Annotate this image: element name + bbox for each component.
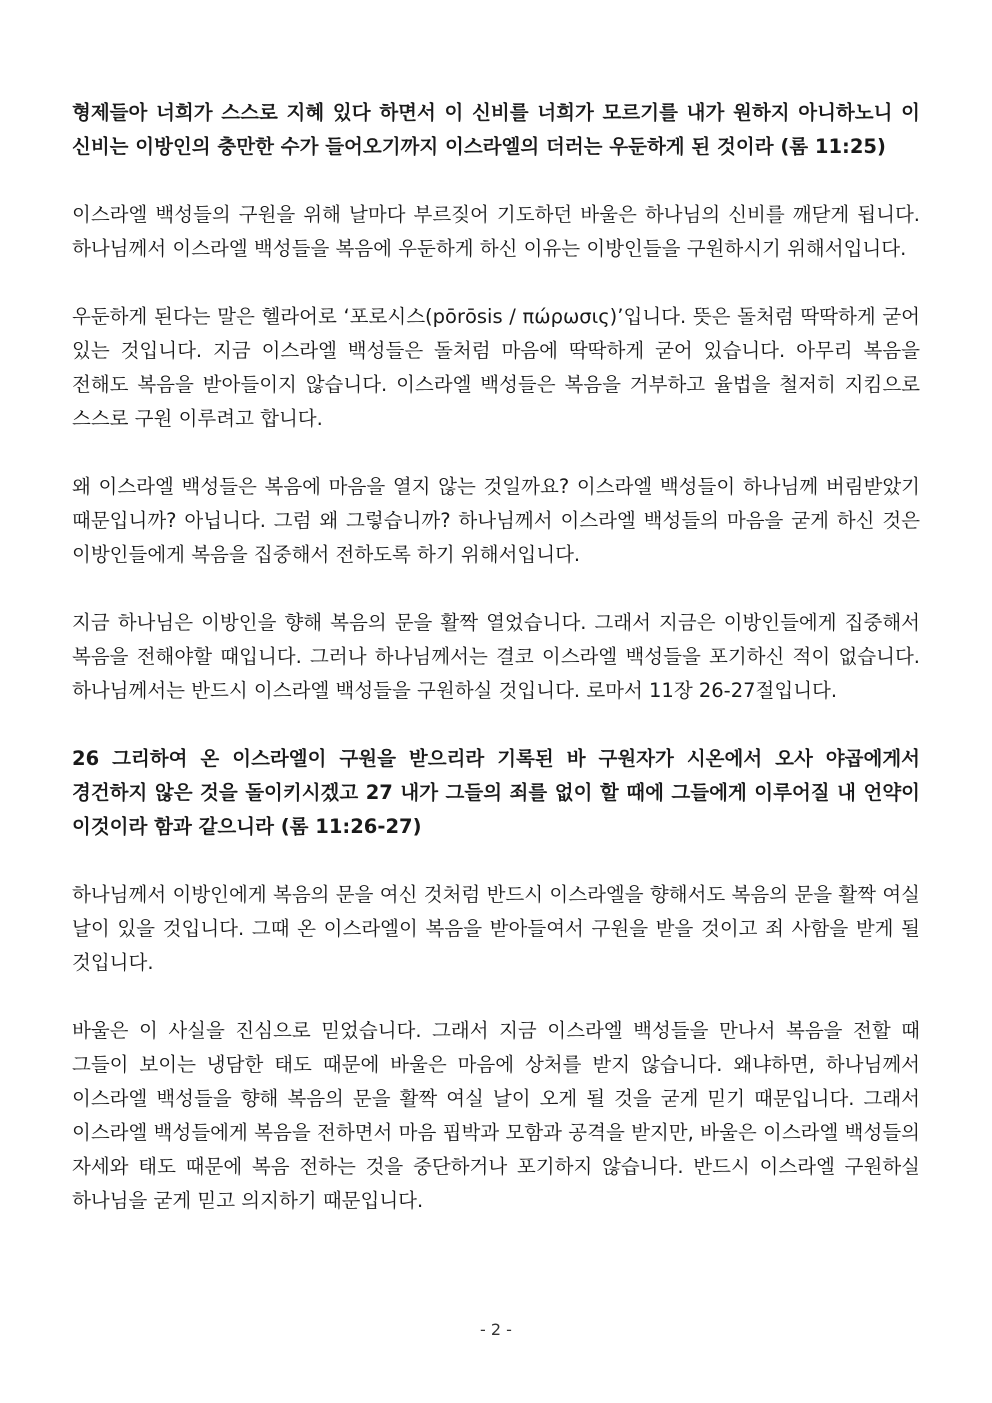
body-paragraph: 우둔하게 된다는 말은 헬라어로 ‘포로시스(pōrōsis / πώρωσις)’입니다. 뜻은 돌처럼 딱딱하게 굳어 있는 것입니다. 지금 이스라엘 백성들은 돌처럼 마음에 딱딱하게 굳어 있습니다. 아무리 복음을 전해도 복음을 받아들이지 않습니다. 이스라엘 백성들은 복음을 거부하고 율법을 철저히 지킴으로 스스로 구원 이루려고 합니다.: [72, 305, 920, 430]
page-number: - 2 -: [480, 1320, 512, 1339]
scripture-quote-romans-11-25: 형제들아 너희가 스스로 지혜 있다 하면서 이 신비를 너희가 모르기를 내가 원하지 아니하노니 이 신비는 이방인의 충만한 수가 들어오기까지 이스라엘의 더러는 우둔하게 된 것이라 (롬 11:25): [72, 101, 920, 158]
body-paragraph: 지금 하나님은 이방인을 향해 복음의 문을 활짝 열었습니다. 그래서 지금은 이방인들에게 집중해서 복음을 전해야할 때입니다. 그러나 하나님께서는 결코 이스라엘 백성들을 포기하신 적이 없습니다. 하나님께서는 반드시 이스라엘 백성들을 구원하실 것입니다. 로마서 11장 26-27절입니다.: [72, 611, 920, 702]
document-body: [72, 96, 920, 1252]
body-paragraph: 왜 이스라엘 백성들은 복음에 마음을 열지 않는 것일까요? 이스라엘 백성들이 하나님께 버림받았기 때문입니까? 아닙니다. 그럼 왜 그렇습니까? 하나님께서 이스라엘 백성들의 마음을 굳게 하신 것은 이방인들에게 복음을 집중해서 전하도록 하기 위해서입니다.: [72, 475, 920, 566]
scripture-quote-romans-11-26-27: 26 그리하여 온 이스라엘이 구원을 받으리라 기록된 바 구원자가 시온에서 오사 야곱에게서 경건하지 않은 것을 돌이키시겠고 27 내가 그들의 죄를 없이 할 때에 그들에게 이루어질 내 언약이 이것이라 함과 같으니라 (롬 11:26-27): [72, 747, 920, 838]
body-paragraph: 하나님께서 이방인에게 복음의 문을 여신 것처럼 반드시 이스라엘을 향해서도 복음의 문을 활짝 여실 날이 있을 것입니다. 그때 온 이스라엘이 복음을 받아들여서 구원을 받을 것이고 죄 사함을 받게 될 것입니다.: [72, 883, 920, 974]
body-paragraph: 이스라엘 백성들의 구원을 위해 날마다 부르짖어 기도하던 바울은 하나님의 신비를 깨닫게 됩니다. 하나님께서 이스라엘 백성들을 복음에 우둔하게 하신 이유는 이방인들을 구원하시기 위해서입니다.: [72, 203, 920, 260]
body-paragraph: 바울은 이 사실을 진심으로 믿었습니다. 그래서 지금 이스라엘 백성들을 만나서 복음을 전할 때 그들이 보이는 냉담한 태도 때문에 바울은 마음에 상처를 받지 않습니다. 왜냐하면, 하나님께서 이스라엘 백성들을 향해 복음의 문을 활짝 여실 날이 오게 될 것을 굳게 믿기 때문입니다. 그래서 이스라엘 백성들에게 복음을 전하면서 마음 핍박과 모함과 공격을 받지만, 바울은 이스라엘 백성들의 자세와 태도 때문에 복음 전하는 것을 중단하거나 포기하지 않습니다. 반드시 이스라엘 구원하실 하나님을 굳게 믿고 의지하기 때문입니다.: [72, 1019, 920, 1212]
